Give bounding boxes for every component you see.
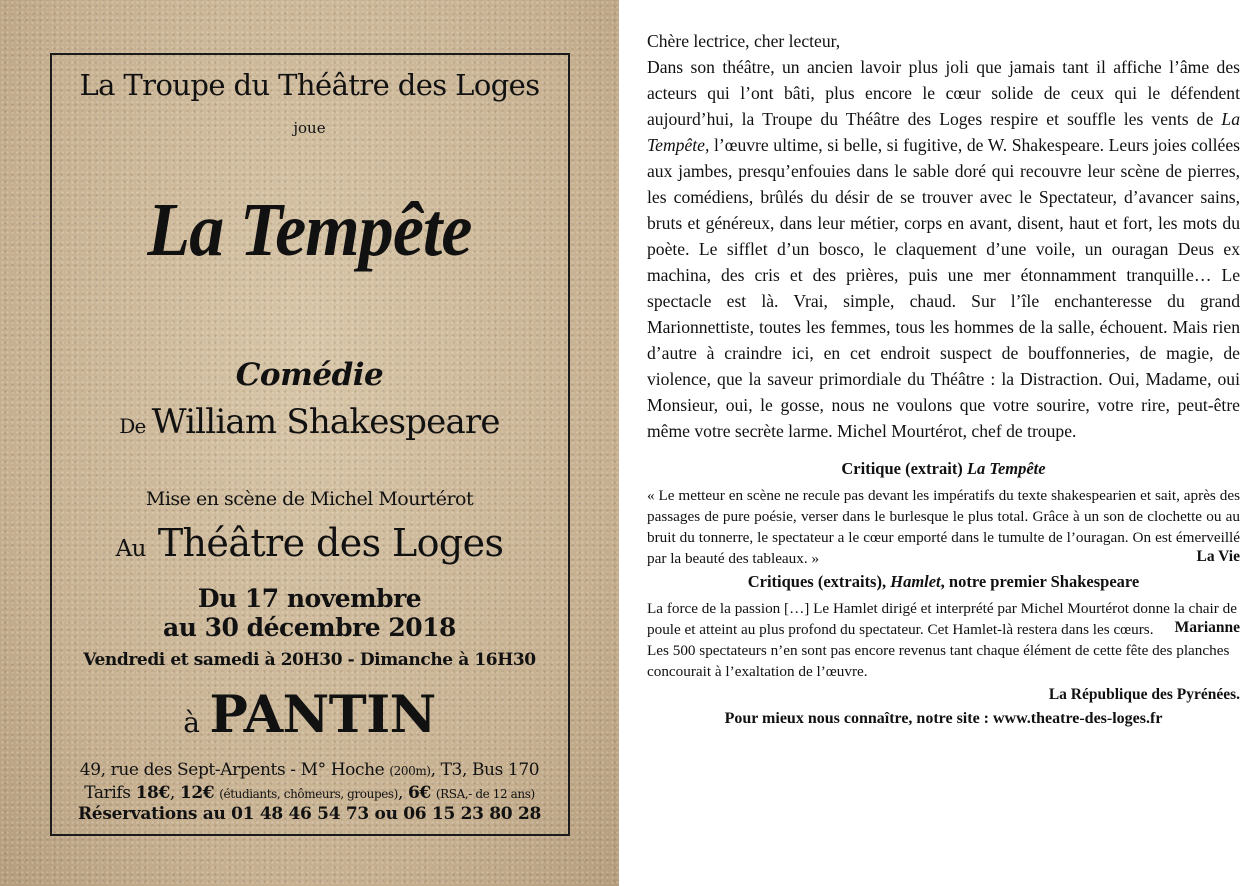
poster-joue: joue xyxy=(293,119,326,137)
text-column xyxy=(647,28,1240,728)
tarif-rsa-note: (RSA,- de 12 ans) xyxy=(435,787,535,801)
venue-name: Théâtre des Loges xyxy=(157,521,504,565)
critique2-heading-title: Hamlet xyxy=(890,572,941,591)
author-prefix: De xyxy=(119,414,146,438)
poster-schedule: Vendredi et samedi à 20H30 - Dimanche à 16H30 xyxy=(83,650,536,670)
critique2-quote: La force de la passion […] Le Hamlet dirigé et interprété par Michel Mourtérot donne la chair de poule et atteint au plus profond du spectateur. Cet Hamlet-là restera dans les cœurs. xyxy=(647,600,1237,638)
address-main: 49, rue des Sept-Arpents - M° Hoche xyxy=(79,760,385,780)
critique1-source: La Vie xyxy=(1196,548,1240,565)
city-name: PANTIN xyxy=(209,685,436,745)
critique3-source: La République des Pyrénées. xyxy=(1048,686,1240,703)
letter xyxy=(647,28,1240,444)
poster-dates-line1: Du 17 novembre xyxy=(197,584,422,613)
address-note: (200m) xyxy=(389,764,431,778)
critique2-heading-prefix: Critiques (extraits), xyxy=(747,572,887,591)
poster-genre: Comédie xyxy=(235,357,384,393)
poster-city xyxy=(0,685,619,745)
city-prefix: à xyxy=(183,706,200,739)
letter-greeting: Chère lectrice, cher lecteur, xyxy=(647,31,841,51)
poster-tarifs: Tarifs 18€, 12€ (étudiants, chômeurs, groupes), 6€ (RSA,- de 12 ans) xyxy=(84,783,535,803)
critique2-source: Marianne xyxy=(1174,619,1240,636)
poster-reservations: Réservations au 01 48 46 54 73 ou 06 15 23 80 28 xyxy=(77,804,542,824)
letter-body xyxy=(647,54,1240,444)
tarif-rsa: 6€ xyxy=(407,783,431,803)
poster-dates-line2: au 30 décembre 2018 xyxy=(163,613,456,642)
critique1-heading-title: La Tempête xyxy=(966,459,1046,478)
website-line: Pour mieux nous connaître, notre site : www.theatre-des-loges.fr xyxy=(724,710,1163,727)
tarif-reduced-note: (étudiants, chômeurs, groupes) xyxy=(219,787,398,801)
letter-part2: l’œuvre ultime, si belle, si fugitive, de W. Shakespeare. Leurs joies collées aux jambes, presqu’enfouies dans le sable doré qui recouvre leur scène de pierres, les comédiens, brûlés du désir de se trouver avec le Spectateur, d’avancer sains, bruts et généreux, dans leur métier, corps en avant, disent, haut et fort, les mots du poète. Le sifflet d’un bosco, le claquement d’une voile, un ouragan Deus ex machina, des cris et des prières, puis une mer étonnamment tranquille… Le spectacle est là. Vrai, simple, chaud. Sur l’île enchanteresse du grand Marionnettiste, toutes les femmes, tous les hommes de la salle, échouent. Mais rien d’autre à craindre ici, en cet endroit suspect de bouffonneries, de magie, de violence, que la saveur primordiale du Théâtre : la Distraction. Oui, Madame, oui Monsieur, oui, le gosse, nous ne voulons que votre sourire, votre rire, peut-être même votre secrète larme. xyxy=(647,135,1240,441)
author-name: William Shakespeare xyxy=(151,402,500,442)
critique1-quote: « Le metteur en scène ne recule pas devant les impératifs du texte shakespearien et sait, après des passages de pure poésie, verser dans le burlesque le plus total. Grâce à un son de clochette ou au bruit du tonnerre, le spectateur a le cœur emporté dans le tumulte de l’ouragan. On est émerveillé par la beauté des tableaux. » xyxy=(647,487,1240,567)
tarif-full: 18€ xyxy=(135,783,170,803)
poster-author xyxy=(0,402,619,442)
critique1-heading xyxy=(647,459,1240,479)
poster-troupe: La Troupe du Théâtre des Loges xyxy=(79,68,540,102)
critique3-quote: Les 500 spectateurs n’en sont pas encore revenus tant chaque élément de cette fête des planches concourait à l’exaltation de l’œuvre. xyxy=(647,642,1230,680)
address-tail: , T3, Bus 170 xyxy=(430,760,540,780)
tarifs-label: Tarifs xyxy=(84,783,131,803)
poster xyxy=(0,0,619,886)
critique2-heading-suffix: , notre premier Shakespeare xyxy=(940,572,1140,591)
letter-play-title: La Tempête, xyxy=(647,109,1240,155)
venue-prefix: Au xyxy=(115,536,146,562)
critique2-heading xyxy=(647,572,1240,592)
poster-title: La Tempête xyxy=(147,188,472,272)
poster-venue xyxy=(0,521,619,565)
letter-part1: Dans son théâtre, un ancien lavoir plus joli que jamais tant il affiche l’âme des acteurs qui l’ont bâti, plus encore le cœur solide de ceux qui le défendent aujourd’hui, la Troupe du Théâtre des Loges respire et souffle les vents de xyxy=(647,57,1240,129)
letter-signature: Michel Mourtérot, chef de troupe. xyxy=(837,421,1077,441)
critique1-heading-prefix: Critique (extrait) xyxy=(841,459,963,478)
poster-address xyxy=(0,760,619,780)
tarif-reduced: 12€ xyxy=(179,783,215,803)
poster-staging: Mise en scène de Michel Mourtérot xyxy=(145,488,474,510)
